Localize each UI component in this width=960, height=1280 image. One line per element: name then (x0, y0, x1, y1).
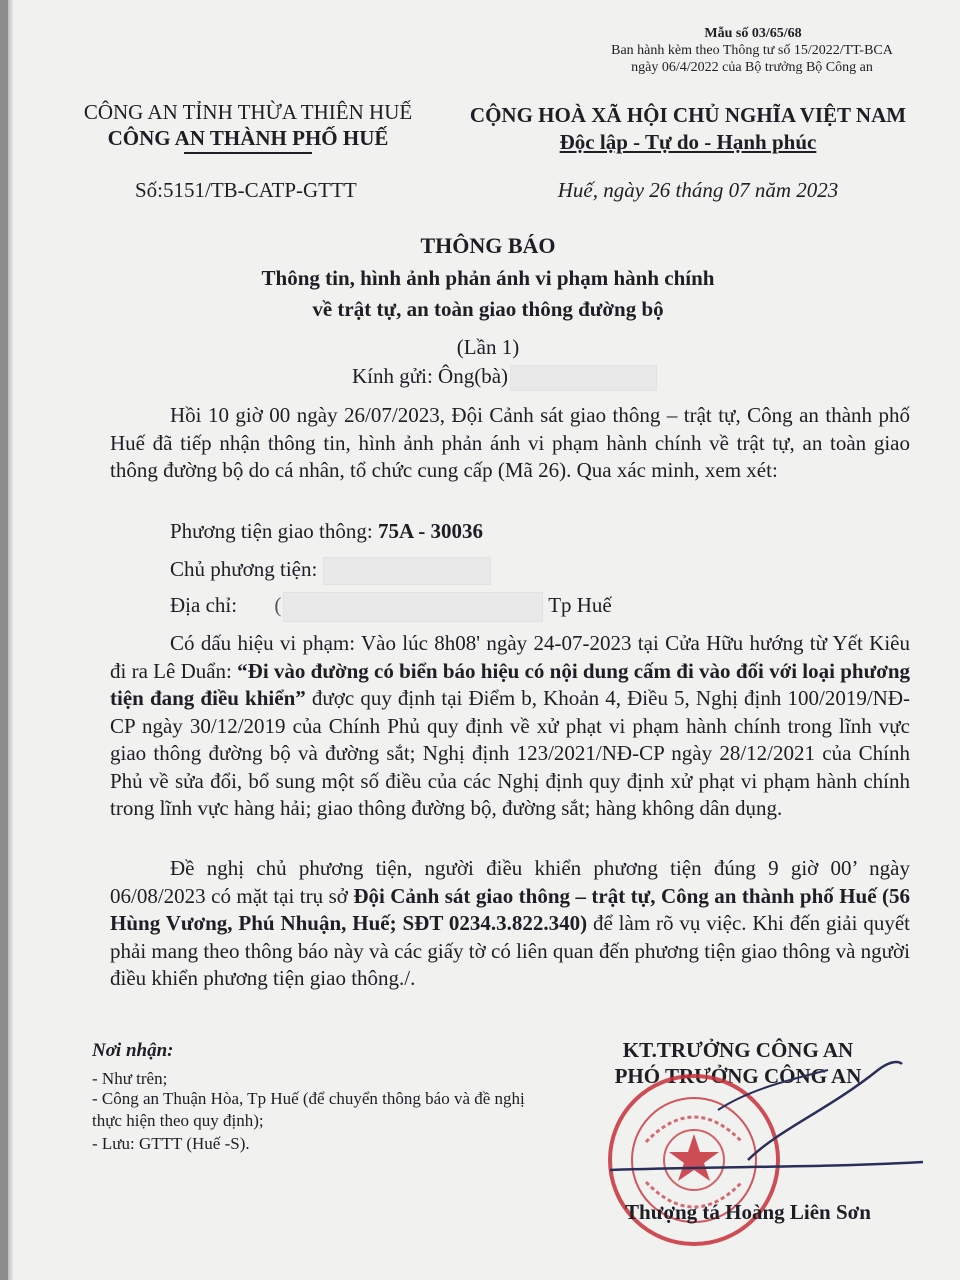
violation-lead: Có dấu hiệu vi phạm: Vào lúc 8h08' ngày 24-07-2023 tại Cửa Hữu hướng từ Yết Kiêu đi ra Lê Duẩn: (110, 631, 910, 683)
notice-subtitle-2: về trật tự, an toàn giao thông đường bộ (312, 297, 664, 321)
vehicle-plate: 75A - 30036 (377, 519, 483, 543)
recipient-item: - Công an Thuận Hòa, Tp Huế (để chuyển thông báo và đề nghị thực hiện theo quy định); (92, 1089, 525, 1130)
owner-label: Chủ phương tiện: (170, 557, 318, 581)
signer-name: Thượng tá Hoàng Liên Sơn (625, 1200, 871, 1224)
address-redaction (283, 592, 543, 622)
recipients-title: Nơi nhận: (92, 1040, 174, 1061)
agency-underline (184, 152, 312, 154)
form-issued-with: Ban hành kèm theo Thông tư số 15/2022/TT-BCA (611, 43, 893, 58)
request-rest: để làm rõ vụ việc. Khi đến giải quyết phải mang theo thông báo này và các giấy tờ có liên quan đến phương tiện giao thông và người điều khiển phương tiện giao thông./. (110, 911, 910, 990)
intro-paragraph: Hồi 10 giờ 00 ngày 26/07/2023, Đội Cảnh sát giao thông – trật tự, Công an thành phố Huế đã tiếp nhận thông tin, hình ảnh phản ánh vi phạm hành chính về trật tự, an toàn giao thông đường bộ do cá nhân, tổ chức cung cấp (Mã 26). Qua xác minh, xem xét: (110, 403, 910, 482)
signature-line-2: PHÓ TRƯỞNG CÔNG AN (614, 1064, 862, 1088)
request-location: Đội Cảnh sát giao thông – trật tự, Công an thành phố Huế (56 Hùng Vương, Phú Nhuận, Huế; SĐT 0234.3.822.340) (110, 883, 910, 935)
address-label: Địa chỉ: (170, 593, 238, 617)
notice-subtitle-1: Thông tin, hình ảnh phản ánh vi phạm hành chính (261, 266, 715, 290)
violation-paragraph (110, 630, 910, 823)
national-motto: Độc lập - Tự do - Hạnh phúc (559, 130, 817, 154)
request-lead: Đề nghị chủ phương tiện, người điều khiển phương tiện đúng 9 giờ 00’ ngày 06/08/2023 có mặt tại trụ sở (110, 856, 910, 908)
handwritten-signature (598, 1050, 928, 1180)
place-date: Huế, ngày 26 tháng 07 năm 2023 (557, 178, 839, 202)
notice-attempt: (Lần 1) (456, 335, 520, 359)
address-row (170, 592, 612, 622)
owner-redaction (323, 557, 491, 585)
vehicle-label: Phương tiện giao thông: (170, 519, 373, 543)
violation-legal-basis: được quy định tại Điểm b, Khoản 4, Điều 5, Nghị định 100/2019/NĐ-CP ngày 30/12/2019 của Chính Phủ quy định về xử phạt vi phạm hành chính trong lĩnh vực giao thông đường bộ và đường sắt; Nghị định 123/2021/NĐ-CP ngày 28/12/2021 của Chính Phủ về sửa đổi, bổ sung một số điều của các Nghị định quy định xử phạt vi phạm hành chính trong lĩnh vực hàng hải; giao thông đường bộ, đường sắt; hàng không dân dụng. (110, 686, 910, 820)
agency-parent: CÔNG AN TỈNH THỪA THIÊN HUẾ (83, 100, 413, 124)
form-issued-date: ngày 06/4/2022 của Bộ trưởng Bộ Công an (631, 60, 873, 75)
address-prefix: ( (274, 593, 282, 617)
notice-title: THÔNG BÁO (420, 233, 556, 258)
address-city: Tp Huế (548, 593, 612, 617)
violation-description: “Đi vào đường có biển báo hiệu có nội dung cấm đi vào đối với loại phương tiện đang điều khiển” (110, 658, 910, 710)
recipient-redaction (510, 365, 657, 391)
recipient-item: - Như trên; (92, 1069, 168, 1088)
signature-line-1: KT.TRƯỞNG CÔNG AN (622, 1038, 854, 1062)
form-number: Mẫu số 03/65/68 (704, 26, 802, 41)
agency-name: CÔNG AN THÀNH PHỐ HUẾ (107, 126, 389, 150)
recipient-item: - Lưu: GTTT (Huế -S). (92, 1134, 250, 1153)
owner-row (170, 556, 491, 585)
document-page (8, 0, 960, 1280)
request-paragraph (110, 855, 910, 993)
doc-number: Số:5151/TB-CATP-GTTT (135, 178, 357, 202)
vehicle-row (170, 518, 483, 545)
national-title: CỘNG HOÀ XÃ HỘI CHỦ NGHĨA VIỆT NAM (469, 103, 907, 127)
greeting-label: Kính gửi: Ông(bà) (352, 364, 509, 388)
greeting (352, 363, 657, 391)
